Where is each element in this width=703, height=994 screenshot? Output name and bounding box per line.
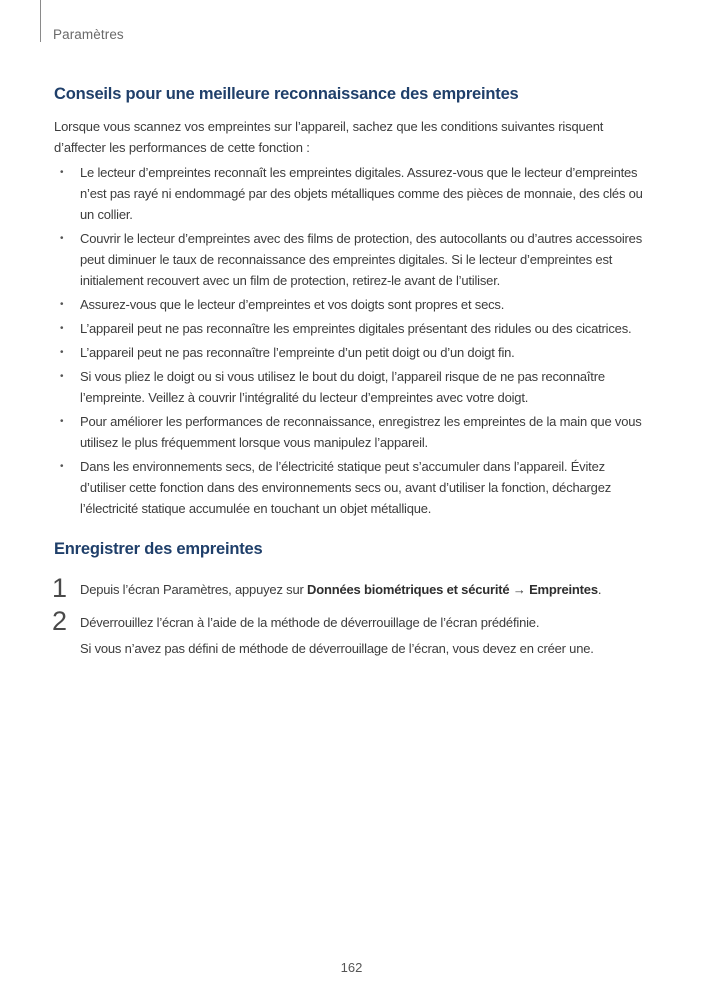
tip-text: Pour améliorer les performances de reconnaissance, enregistrez les empreintes de la main que vous utilisez le plus fréquemment lorsque vous manipulez l’appareil. xyxy=(80,414,642,450)
step-number: 2 xyxy=(52,606,67,636)
list-item xyxy=(54,411,652,453)
arrow-icon: → xyxy=(509,582,530,597)
bullet-icon: • xyxy=(60,461,64,472)
step-1 xyxy=(52,573,652,603)
step-text: Déverrouillez l’écran à l’aide de la méthode de déverrouillage de l’écran prédéfinie. xyxy=(80,615,540,630)
bullet-icon: • xyxy=(60,347,64,358)
step-number: 1 xyxy=(52,573,67,603)
step-text: Depuis l’écran Paramètres, appuyez sur Données biométriques et sécurité → Empreintes. xyxy=(80,582,602,597)
page-content xyxy=(54,84,652,671)
page-number: 162 xyxy=(340,960,363,975)
bullet-icon: • xyxy=(60,416,64,427)
step-2 xyxy=(52,606,652,659)
tip-text: L’appareil peut ne pas reconnaître l’empreinte d’un petit doigt ou d’un doigt fin. xyxy=(80,345,515,360)
page-header xyxy=(40,0,124,42)
bullet-icon: • xyxy=(60,323,64,334)
list-item xyxy=(54,294,652,315)
menu-path-biometrics: Données biométriques et sécurité xyxy=(307,582,510,597)
list-item xyxy=(54,456,652,519)
header-section-title: Paramètres xyxy=(53,27,124,42)
list-item xyxy=(54,318,652,339)
bullet-icon: • xyxy=(60,167,64,178)
register-heading: Enregistrer des empreintes xyxy=(54,540,263,558)
bullet-icon: • xyxy=(60,299,64,310)
list-item xyxy=(54,228,652,291)
list-item xyxy=(54,366,652,408)
list-item xyxy=(54,342,652,363)
tip-text: Assurez-vous que le lecteur d’empreintes et vos doigts sont propres et secs. xyxy=(80,297,505,312)
tip-text: Dans les environnements secs, de l’électricité statique peut s’accumuler dans l’appareil. Évitez d’utiliser cette fonction dans des environnements secs ou, avant d’utiliser la fonction, déchargez l’électricité statique accumulée en touchant un objet métallique. xyxy=(80,459,612,516)
step-note: Si vous n’avez pas défini de méthode de déverrouillage de l’écran, vous devez en créer une. xyxy=(80,641,594,656)
steps-list xyxy=(52,573,652,659)
tips-heading: Conseils pour une meilleure reconnaissance des empreintes xyxy=(54,85,519,103)
tip-text: Le lecteur d’empreintes reconnaît les empreintes digitales. Assurez-vous que le lecteur d’empreintes n’est pas rayé ni endommagé par des objets métalliques comme des pièces de monnaie, des clés ou un collier. xyxy=(80,165,643,222)
tips-list xyxy=(54,162,652,519)
bullet-icon: • xyxy=(60,233,64,244)
list-item xyxy=(54,162,652,225)
menu-path-fingerprints: Empreintes xyxy=(529,582,598,597)
tip-text: L’appareil peut ne pas reconnaître les empreintes digitales présentant des ridules ou des cicatrices. xyxy=(80,321,632,336)
tips-intro: Lorsque vous scannez vos empreintes sur l’appareil, sachez que les conditions suivantes risquent d’affecter les performances de cette fonction : xyxy=(54,119,604,155)
tip-text: Couvrir le lecteur d’empreintes avec des films de protection, des autocollants ou d’autres accessoires peut diminuer le taux de reconnaissance des empreintes digitales. Si le lecteur d’empreintes est initialement recouvert avec un film de protection, retirez-le avant de l’utiliser. xyxy=(80,231,642,288)
tip-text: Si vous pliez le doigt ou si vous utilisez le bout du doigt, l’appareil risque de ne pas reconnaître l’empreinte. Veillez à couvrir l’intégralité du lecteur d’empreintes avec votre doigt. xyxy=(80,369,605,405)
bullet-icon: • xyxy=(60,371,64,382)
